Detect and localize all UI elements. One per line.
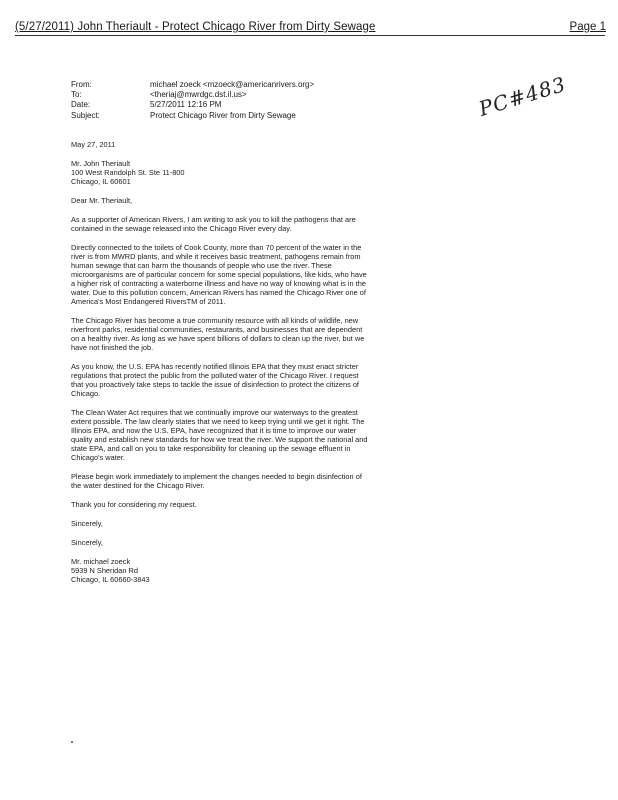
paragraph: Directly connected to the toilets of Cook County, more than 70 percent of the water in the river is from MWRD plants, and while it receives basic treatment, pathogens remain from human sewage that can harm the thousands of people who use the river. These microorganisms are of particular concern for some special populations, like kids, who have a higher risk of contracting a waterborne illness and have no way of knowing what is in the water. Due to this pollution concern, American Rivers has named the Chicago River one of America's Most Endangered RiversTM of 2011. (71, 243, 367, 306)
document-title: (5/27/2011) John Theriault - Protect Chicago River from Dirty Sewage (15, 21, 376, 33)
meta-subject (71, 111, 314, 121)
recipient-address (71, 159, 371, 186)
letter-body (71, 140, 371, 584)
closing: Sincerely, (71, 538, 103, 547)
paragraph: The Clean Water Act requires that we continually improve our waterways to the greatest extent possible. The law clearly states that we need to keep trying until we get it right. The Illinois EPA, and now the U.S. EPA, have recognized that it is time to improve our water quality and establish new standards for how we treat the river. We support the national and state EPA, and call on you to take responsibility for cleaning up the sewage effluent in Chicago's water. (71, 408, 368, 462)
meta-label: From: (71, 80, 92, 89)
letter-date: May 27, 2011 (71, 140, 116, 149)
meta-label: Subject: (71, 110, 100, 120)
meta-value: Protect Chicago River from Dirty Sewage (150, 110, 296, 120)
signature-line: 5939 N Sheridan Rd (71, 566, 138, 575)
meta-from (71, 80, 314, 90)
address-line: Chicago, IL 60601 (71, 177, 131, 186)
meta-value: <theriaj@mwrdgc.dst.il.us> (150, 90, 247, 100)
salutation: Dear Mr. Theriault, (71, 196, 133, 205)
meta-to (71, 90, 314, 100)
paragraph: Please begin work immediately to implement the changes needed to begin disinfection of the water destined for the Chicago River. (71, 472, 362, 490)
email-meta (71, 80, 314, 121)
meta-date (71, 100, 314, 110)
signature-line: Chicago, IL 60660-3843 (71, 575, 150, 584)
paragraph: As you know, the U.S. EPA has recently notified Illinois EPA that they must enact stricter regulations that protect the public from the polluted water of the Chicago River. I request that you proactively take steps to tackle the issue of disinfection to protect the citizens of Chicago. (71, 362, 359, 398)
meta-value: 5/27/2011 12:16 PM (150, 100, 222, 110)
signature-block (71, 557, 371, 584)
handwritten-stamp: PC#483 (476, 71, 569, 121)
paragraph: Thank you for considering my request. (71, 500, 197, 509)
address-line: 100 West Randolph St. Ste 11-800 (71, 168, 185, 177)
closing: Sincerely, (71, 519, 103, 528)
meta-label: To: (71, 90, 82, 100)
scan-speck (71, 741, 73, 743)
meta-label: Date: (71, 100, 91, 110)
address-line: Mr. John Theriault (71, 159, 131, 168)
meta-value: michael zoeck <mzoeck@americanrivers.org> (150, 80, 315, 89)
paragraph: As a supporter of American Rivers, I am writing to ask you to kill the pathogens that are contained in the sewage released into the Chicago River every day. (71, 215, 356, 233)
page-number: Page 1 (569, 21, 606, 33)
signature-line: Mr. michael zoeck (71, 557, 131, 566)
paragraph: The Chicago River has become a true community resource with all kinds of wildlife, new riverfront parks, residential communities, restaurants, and businesses that are dependent on a healthy river. As long as we have spent billions of dollars to clean up the river, but we have not finished the job. (71, 316, 365, 352)
